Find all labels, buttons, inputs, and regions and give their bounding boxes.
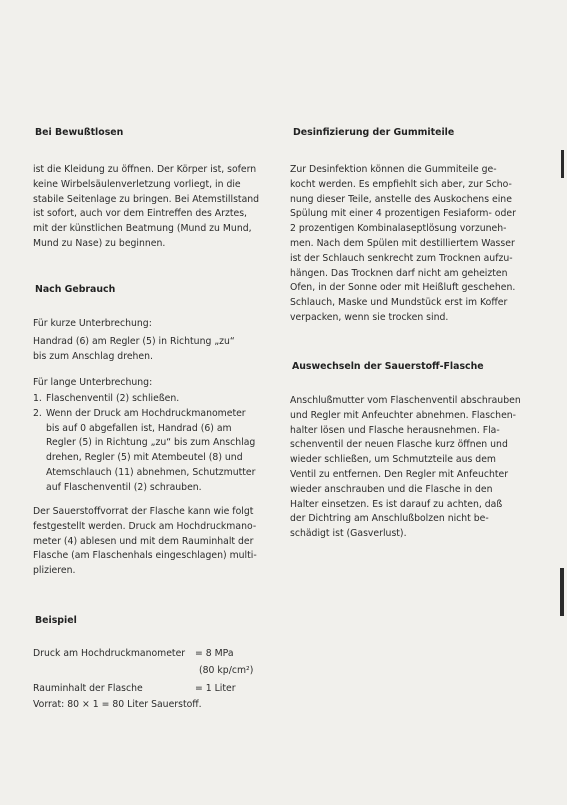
raum-value: = 1 Liter	[195, 683, 236, 694]
text-line: Handrad (6) am Regler (5) in Richtung „zu“	[33, 336, 235, 347]
text-line: Anschlußmutter vom Flaschenventil abschrauben	[290, 395, 521, 406]
text-line: plizieren.	[33, 565, 76, 577]
heading-desinfizierung: Desinfizierung der Gummiteile	[293, 127, 455, 138]
text-line: wieder anschrauben und die Flasche in den	[290, 483, 493, 495]
heading-nach-gebrauch: Nach Gebrauch	[35, 284, 116, 295]
list-item	[33, 407, 276, 496]
text-line: 2 prozentigen Kombinalaseptlösung vorzuneh-	[290, 223, 507, 235]
text-line: ist die Kleidung zu öffnen. Der Körper ist, sofern	[33, 164, 257, 175]
text-line: Ofen, in der Sonne oder mit Heißluft geschehen.	[290, 282, 516, 294]
list-number: 2.	[33, 407, 42, 419]
text-line: festgestellt werden. Druck am Hochdruckmano-	[33, 520, 257, 532]
text-line: schädigt ist (Gasverlust).	[290, 528, 407, 540]
bewusstlosen-paragraph	[33, 163, 276, 252]
text-line: meter (4) ablesen und mit dem Rauminhalt der	[33, 535, 254, 547]
text-line: men. Nach dem Spülen mit destilliertem Wasser	[290, 237, 515, 249]
text-line: Mund zu Nase) zu beginnen.	[33, 237, 166, 249]
text-line: Der Sauerstoffvorrat der Flasche kann wie folgt	[33, 506, 254, 517]
unterbrechung-steps-list	[33, 392, 276, 496]
text-line: stabile Seitenlage zu bringen. Bei Atemstillstand	[33, 193, 260, 205]
raum-label: Rauminhalt der Flasche	[33, 683, 143, 694]
kurze-unterbrechung-text	[33, 335, 276, 365]
text-line: kocht werden. Es empfiehlt sich aber, zur Scho-	[290, 178, 512, 190]
list-number: 1.	[33, 393, 42, 404]
list-item	[33, 392, 276, 407]
text-line: Regler (5) in Richtung „zu“ bis zum Anschlag	[46, 437, 256, 449]
text-line: schenventil der neuen Flasche kurz öffnen und	[290, 439, 508, 451]
druck-alt-value: (80 kp/cm²)	[199, 665, 254, 676]
vorrat-paragraph	[33, 505, 276, 579]
text-line: mit der künstlichen Beatmung (Mund zu Mund,	[33, 223, 252, 235]
text-line: der Dichtring am Anschlußbolzen nicht be-	[290, 513, 489, 525]
scan-smudge	[561, 150, 564, 178]
text-line: hängen. Das Trocknen darf nicht am geheizten	[290, 267, 508, 279]
text-line: nung dieser Teile, anstelle des Auskochens eine	[290, 193, 512, 205]
heading-beispiel: Beispiel	[35, 615, 77, 626]
text-line: Flaschenventil (2) schließen.	[46, 393, 180, 404]
text-line: bis auf 0 abgefallen ist, Handrad (6) am	[46, 422, 232, 434]
text-line: ist der Schlauch senkrecht zum Trocknen aufzu-	[290, 252, 513, 264]
text-line: Flasche (am Flaschenhals eingeschlagen) multi-	[33, 550, 257, 562]
text-line: wieder schließen, um Schmutzteile aus dem	[290, 454, 496, 466]
druck-value: = 8 MPa	[195, 648, 234, 659]
text-line: drehen, Regler (5) mit Atembeutel (8) und	[46, 452, 243, 464]
heading-bewusstlosen: Bei Bewußtlosen	[35, 127, 124, 138]
vorrat-result: Vorrat: 80 × 1 = 80 Liter Sauerstoff.	[33, 699, 202, 710]
text-line: Ventil zu entfernen. Den Regler mit Anfeuchter	[290, 468, 509, 480]
text-line: Zur Desinfektion können die Gummiteile ge-	[290, 164, 497, 175]
druck-label: Druck am Hochdruckmanometer	[33, 648, 186, 659]
heading-auswechseln: Auswechseln der Sauerstoff-Flasche	[292, 361, 484, 372]
kurze-unterbrechung-title: Für kurze Unterbrechung:	[33, 318, 152, 329]
desinfizierung-paragraph	[290, 163, 525, 326]
text-line: Halter einsetzen. Es ist darauf zu achten, daß	[290, 498, 503, 510]
auswechseln-paragraph	[290, 394, 525, 542]
lange-unterbrechung-title: Für lange Unterbrechung:	[33, 377, 153, 388]
text-line: Wenn der Druck am Hochdruckmanometer	[46, 407, 246, 419]
text-line: halter lösen und Flasche herausnehmen. Fla-	[290, 424, 500, 436]
text-line: Spülung mit einer 4 prozentigen Fesiaform- oder	[290, 208, 516, 220]
text-line: ist sofort, auch vor dem Eintreffen des Arztes,	[33, 208, 247, 220]
text-line: Schlauch, Maske und Mundstück erst im Koffer	[290, 297, 508, 309]
text-line: Atemschlauch (11) abnehmen, Schutzmutter	[46, 466, 256, 478]
scan-smudge	[560, 568, 564, 616]
text-line: auf Flaschenventil (2) schrauben.	[46, 481, 202, 493]
text-line: verpacken, wenn sie trocken sind.	[290, 311, 449, 323]
text-line: keine Wirbelsäulenverletzung vorliegt, in die	[33, 178, 241, 190]
text-line: bis zum Anschlag drehen.	[33, 350, 154, 362]
text-line: und Regler mit Anfeuchter abnehmen. Flaschen-	[290, 409, 517, 421]
